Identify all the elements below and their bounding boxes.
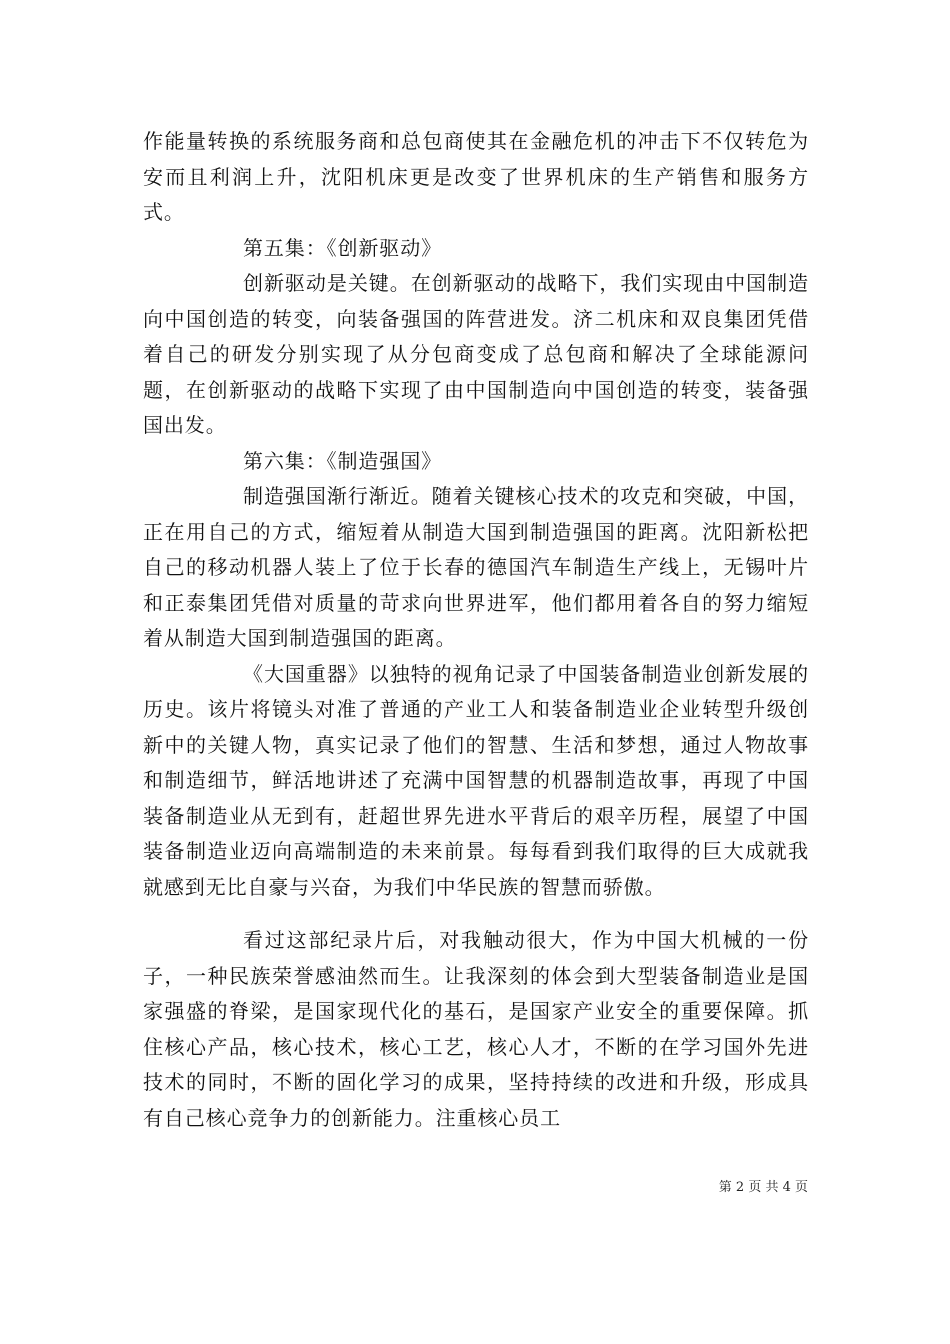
paragraph-episode-6: 制造强国渐行渐近。随着关键核心技术的攻克和突破，中国，正在用自己的方式，缩短着从制造大国到制造强国的距离。沈阳新松把自己的移动机器人装上了位于长春的德国汽车制造生产线上，无锡叶片和正泰集团凭借对质量的苛求向世界进军，他们都用着各自的努力缩短着从制造大国到制造强国的距离。 — [143, 484, 809, 650]
paragraph-continued: 作能量转换的系统服务商和总包商使其在金融危机的冲击下不仅转危为安而且利润上升，沈阳机床更是改变了世界机床的生产销售和服务方式。 — [143, 129, 809, 224]
paragraph-episode-5: 创新驱动是关键。在创新驱动的战略下，我们实现由中国制造向中国创造的转变，向装备强国的阵营进发。济二机床和双良集团凭借着自己的研发分别实现了从分包商变成了总包商和解决了全球能源问题，在创新驱动的战略下实现了由中国制造向中国创造的转变，装备强国出发。 — [143, 271, 809, 437]
episode-5-heading: 第五集：《创新驱动》 — [243, 235, 442, 260]
episode-6-heading: 第六集：《制造强国》 — [243, 448, 442, 473]
paragraph-summary: 《大国重器》以独特的视角记录了中国装备制造业创新发展的历史。该片将镜头对准了普通的产业工人和装备制造业企业转型升级创新中的关键人物，真实记录了他们的智慧、生活和梦想，通过人物故事和制造细节，鲜活地讲述了充满中国智慧的机器制造故事，再现了中国装备制造业从无到有，赶超世界先进水平背后的艰辛历程，展望了中国装备制造业迈向高端制造的未来前景。每每看到我们取得的巨大成就我就感到无比自豪与兴奋，为我们中华民族的智慧而骄傲。 — [143, 661, 809, 899]
paragraph-reflection: 看过这部纪录片后，对我触动很大，作为中国大机械的一份子，一种民族荣誉感油然而生。让我深刻的体会到大型装备制造业是国家强盛的脊梁，是国家现代化的基石，是国家产业安全的重要保障。抓住核心产品，核心技术，核心工艺，核心人才，不断的在学习国外先进技术的同时，不断的固化学习的成果，坚持持续的改进和升级，形成具有自己核心竞争力的创新能力。注重核心员工 — [143, 928, 809, 1130]
page-number-footer: 第 2 页 共 4 页 — [718, 1180, 808, 1195]
document-body — [143, 124, 809, 1136]
